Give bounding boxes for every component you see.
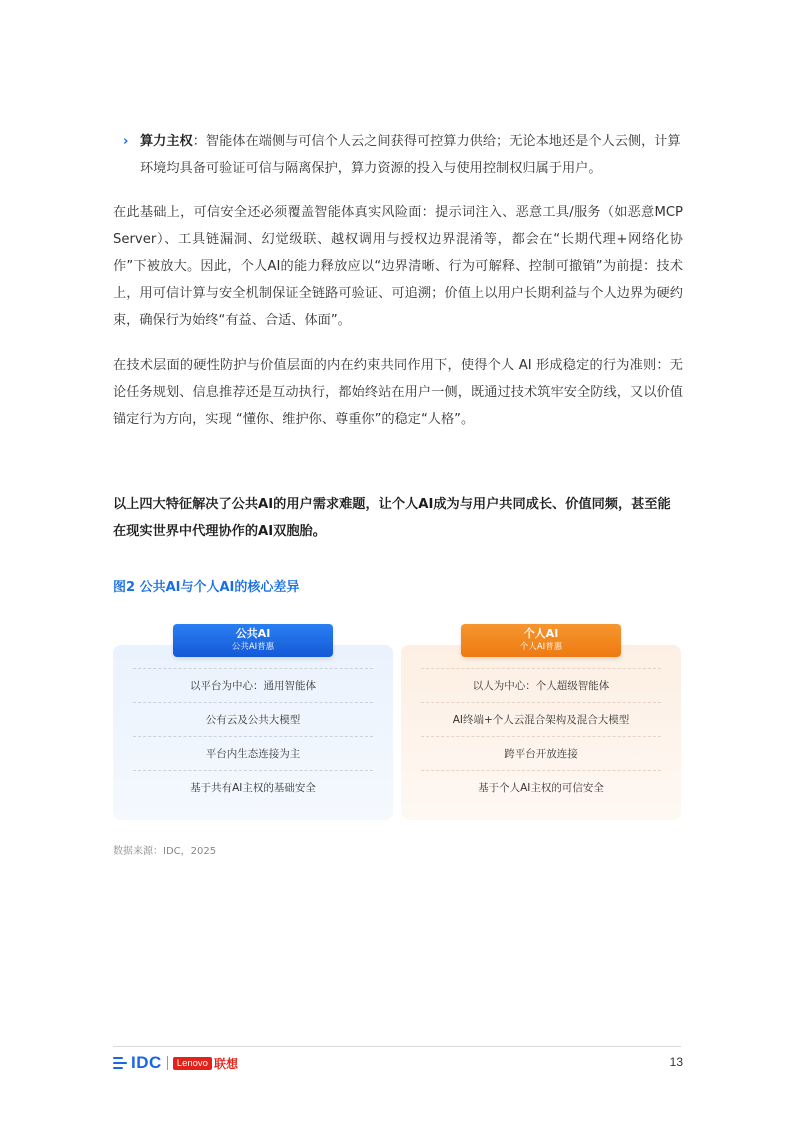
public-ai-row: 以平台为中心：通用智能体 (133, 668, 373, 703)
public-ai-title: 公共AI (235, 627, 271, 640)
idc-lines-icon (113, 1056, 129, 1070)
personal-ai-row: AI终端+个人云混合架构及混合大模型 (421, 703, 661, 737)
lenovo-logo: Lenovo (173, 1057, 212, 1070)
figure-source: 数据来源：IDC，2025 (113, 846, 217, 857)
public-ai-row: 公有云及公共大模型 (133, 703, 373, 737)
paragraph-2: 在技术层面的硬性防护与价值层面的内在约束共同作用下，使得个人 AI 形成稳定的行为准则：无论任务规划、信息推荐还是互动执行，都始终站在用户一侧，既通过技术筑牢安全防线，又以价值锚定行为方向，实现 “懂你、维护你、尊重你”的稳定“人格”。 (113, 358, 683, 427)
personal-ai-title: 个人AI (523, 627, 559, 640)
personal-ai-header (461, 624, 621, 657)
public-ai-subtitle: 公共AI普惠 (231, 642, 275, 652)
personal-ai-row: 跨平台开放连接 (421, 737, 661, 771)
lenovo-chinese-logo: 联想 (213, 1056, 238, 1071)
footer-divider (113, 1046, 681, 1047)
personal-ai-rows (401, 668, 681, 804)
public-ai-header (173, 624, 333, 657)
bullet-body: ：智能体在端侧与可信个人云之间获得可控算力供给；无论本地还是个人云侧，计算环境均具备可验证可信与隔离保护，算力资源的投入与使用控制权归属于用户。 (140, 134, 681, 176)
summary-paragraph: 以上四大特征解决了公共AI的用户需求难题，让个人AI成为与用户共同成长、价值同频，甚至能在现实世界中代理协作的AI双胞胎。 (113, 497, 671, 539)
page-number: 13 (669, 1055, 683, 1069)
personal-ai-row: 以人为中心：个人超级智能体 (421, 668, 661, 703)
public-ai-row: 基于共有AI主权的基础安全 (190, 782, 316, 794)
figure-title: 图2 公共AI与个人AI的核心差异 (113, 580, 300, 595)
idc-logo: IDC (131, 1053, 162, 1072)
paragraph-1: 在此基础上，可信安全还必须覆盖智能体真实风险面：提示词注入、恶意工具/服务（如恶意MCP Server）、工具链漏洞、幻觉级联、越权调用与授权边界混淆等，都会在“长期代理+网络化协作”下被放大。因此，个人AI的能力释放应以“边界清晰、行为可解释、控制可撤销”为前提：技术上，用可信计算与安全机制保证全链路可验证、可追溯；价值上以用户长期利益与个人边界为硬约束，确保行为始终“有益、合适、体面”。 (113, 205, 683, 328)
footer-logos (113, 1053, 238, 1073)
public-ai-rows (113, 668, 393, 804)
public-ai-row: 平台内生态连接为主 (133, 737, 373, 771)
bullet-lead: 算力主权 (140, 134, 193, 149)
logo-separator (167, 1056, 168, 1070)
bullet-text (113, 128, 683, 182)
personal-ai-subtitle: 个人AI普惠 (519, 642, 563, 652)
chevron-right-icon: › (123, 134, 129, 149)
public-ai-panel (113, 645, 393, 820)
personal-ai-panel (401, 645, 681, 820)
bullet-compute-sovereignty (113, 128, 683, 182)
personal-ai-row: 基于个人AI主权的可信安全 (478, 782, 604, 794)
